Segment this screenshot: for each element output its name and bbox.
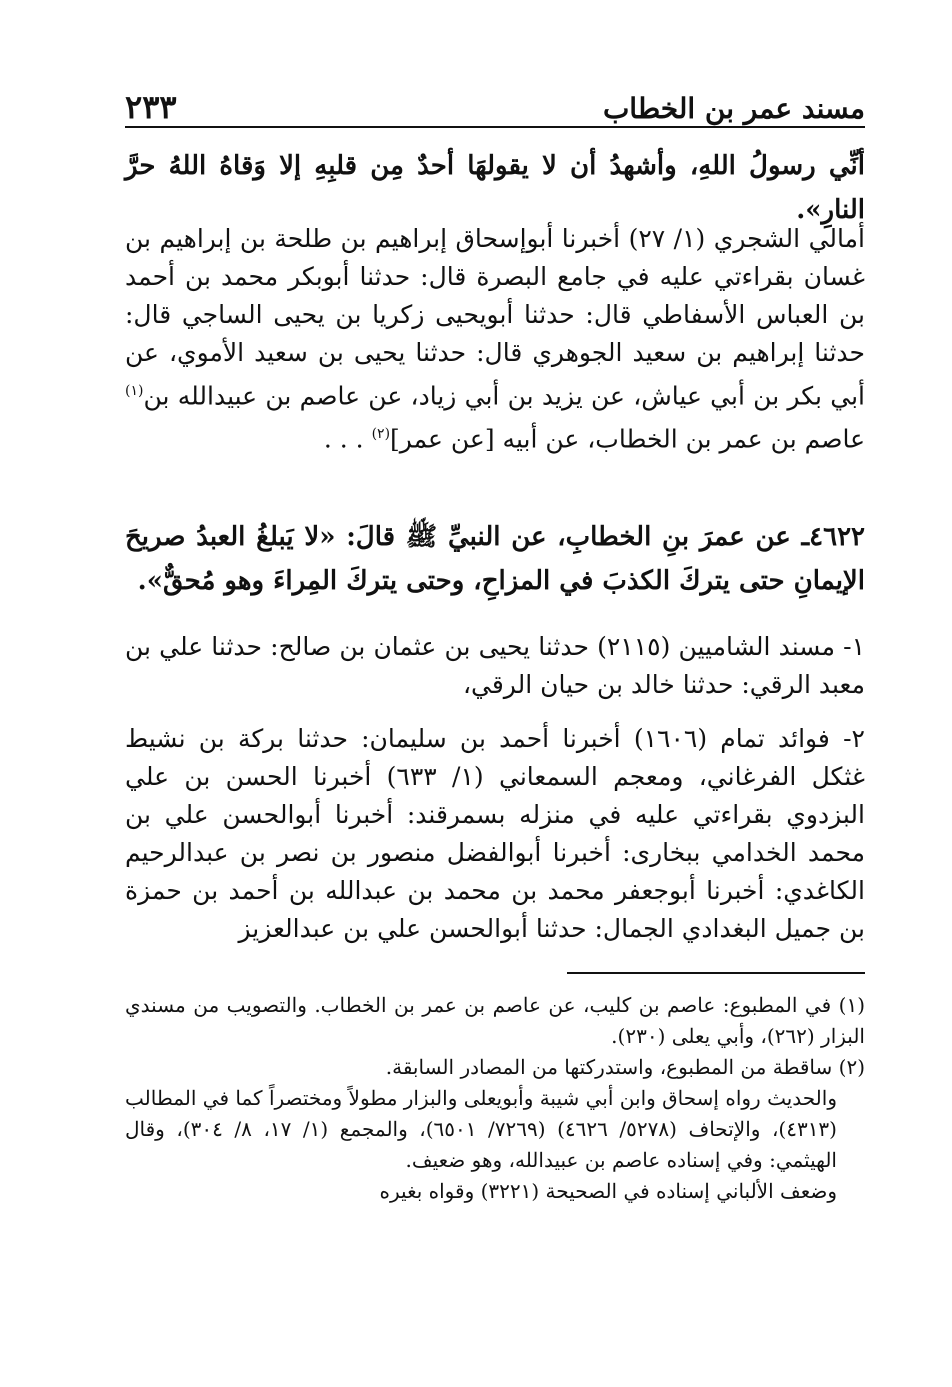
isnad-text-end: . . .: [323, 424, 372, 454]
footnotes: [125, 990, 865, 1207]
footnote-2: (٢) ساقطة من المطبوع، واستدركتها من المصادر السابقة.: [385, 1055, 865, 1079]
hadith-text: ٤٦٢٢ـ عن عمرَ بنِ الخطابِ، عن النبيِّ ﷺ قالَ: «لا يَبلغُ العبدُ صريحَ الإيمانِ حتى يتركَ الكذبَ في المزاحِ، وحتى يتركَ المِراءَ وهو مُحقٌّ».: [125, 522, 865, 596]
isnad-paragraph: [125, 220, 865, 459]
running-title: مسند عمر بن الخطاب: [602, 92, 865, 125]
footnote-ref-1[interactable]: (١): [125, 383, 144, 399]
source-text-1: ١- مسند الشاميين (٢١١٥) حدثنا يحيى بن عثمان بن صالح: حدثنا علي بن معبد الرقي: حدثنا خالد بن حيان الرقي،: [125, 632, 865, 699]
footnote-ref-2[interactable]: (٢): [371, 426, 391, 443]
isnad-text-part1: أمالي الشجري (١/ ٢٧) أخبرنا أبوإسحاق إبراهيم بن طلحة بن إبراهيم بن غسان بقراءتي عليه في جامع البصرة قال: حدثنا أبوبكر محمد بن أحمد بن العباس الأسفاطي قال: حدثنا أبويحيى زكريا بن يحيى الساجي قال: حدثنا إبراهيم بن سعيد الجوهري قال: حدثنا يحيى بن سعيد الأموي، عن أبي بكر بن أبي عياش، عن يزيد بن أبي زياد، عن عاصم بن عبيدالله بن: [125, 224, 865, 411]
footnote-2-grading: وضعف الألباني إسناده في الصحيحة (٣٢٢١) وقواه بغيره: [379, 1179, 837, 1203]
source-entry-2: [125, 720, 865, 948]
footnote-separator: [567, 972, 865, 974]
document-page: [125, 80, 865, 1203]
page-number: ٢٣٣: [125, 88, 177, 126]
footnote-2-commentary: والحديث رواه إسحاق وابن أبي شيبة وأبويعلى والبزار مطولاً ومختصراً كما في المطالب (٤٣١٣)، والإتحاف (٥٢٧٨/ ٤٦٢٦) (٧٢٦٩/ ٦٥٠١)، والمجمع (١/ ١٧، ٨/ ٣٠٤)، وقال الهيثمي: وفي إسناده عاصم بن عبيدالله، وهو ضعيف.: [125, 1086, 837, 1172]
footnote-1: (١) في المطبوع: عاصم بن كليب، عن عاصم بن عمر بن الخطاب. والتصويب من مسندي البزار (٢٦٢)، وأبي يعلى (٢٣٠).: [125, 993, 865, 1048]
hadith-block: [125, 515, 865, 603]
source-entry-1: [125, 628, 865, 704]
isnad-text: [125, 220, 865, 459]
continued-hadith-text: [125, 144, 865, 232]
continued-hadith-line: أنِّي رسولُ اللهِ، وأشهدُ أن لا يقولهَا أحدٌ مِن قلبِهِ إلا وَقاهُ اللهُ حرَّ النارِ».: [125, 151, 865, 225]
page-header: [125, 80, 865, 128]
isnad-text-part2: عاصم بن عمر بن الخطاب، عن أبيه [عن عمر]: [390, 424, 865, 454]
source-text-2: ٢- فوائد تمام (١٦٠٦) أخبرنا أحمد بن سليمان: حدثنا بركة بن نشيط غثكل الفرغاني، ومعجم السمعاني (١/ ٦٣٣) أخبرنا الحسن بن علي البزدوي بقراءتي عليه في منزله بسمرقند: أخبرنا أبوالحسن علي بن محمد الخدامي ببخارى: أخبرنا أبوالفضل منصور بن نصر بن عبدالرحيم الكاغدي: أخبرنا أبوجعفر محمد بن محمد بن عبدالله بن أحمد بن حمزة بن جميل البغدادي الجمال: حدثنا أبوالحسن علي بن عبدالعزيز: [125, 724, 865, 943]
